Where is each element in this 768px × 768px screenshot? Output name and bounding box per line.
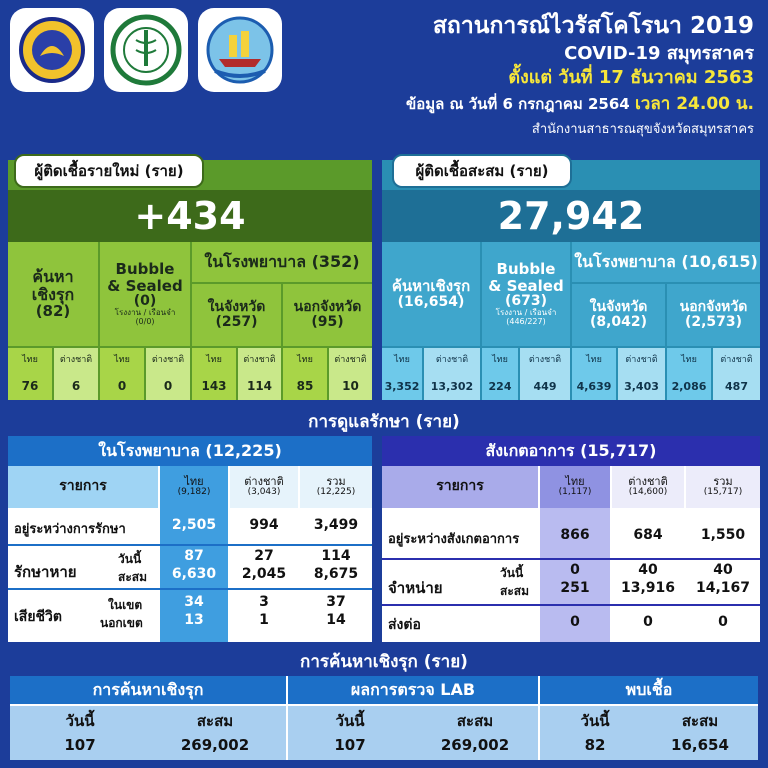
observation-col-foreign-h: ต่างชาติ	[628, 475, 668, 488]
new-v-2: 0	[100, 374, 144, 400]
hospital-died-in-thai: 34	[184, 594, 204, 611]
hospital-treating-thai: 2,505	[171, 517, 217, 534]
cum-h-2: ไทย	[482, 348, 518, 374]
search-group1-today: 107	[64, 735, 96, 754]
cum-bubble-sub2: (446/227)	[506, 317, 546, 327]
search-group3-today: 82	[584, 735, 606, 754]
hospital-col-total-s: (12,225)	[316, 487, 356, 498]
new-active-search-label1: ค้นหา	[32, 267, 74, 287]
new-out-province-label: นอกจังหวัด	[293, 298, 362, 315]
samut-sakhon-seal-logo	[198, 8, 282, 92]
cum-v-4: 4,639	[572, 374, 616, 400]
search-group2-today: 107	[334, 735, 366, 754]
cum-h-5: ต่างชาติ	[618, 348, 665, 374]
observation-col-item: รายการ	[382, 466, 538, 508]
hospital-died-label: เสียชีวิต	[14, 609, 62, 625]
page-title: สถานการณ์ไวรัสโคโรนา 2019	[432, 13, 754, 39]
new-h-6: ไทย	[283, 348, 327, 374]
new-cases-label: ผู้ติดเชื้อรายใหม่ (ราย)	[14, 154, 204, 188]
new-out-province-cell	[283, 284, 372, 346]
cum-v-7: 487	[713, 374, 760, 400]
observation-discharged-today-thai: 0	[570, 562, 580, 579]
observation-referred-total: 0	[718, 614, 728, 631]
cum-bubble-label1: Bubble	[496, 260, 556, 278]
new-in-province-cell	[192, 284, 281, 346]
cum-in-province-count: (8,042)	[589, 314, 648, 330]
cum-bubble-sub: โรงงาน / เรือนจำ	[495, 308, 557, 318]
new-bubble-label2: & Sealed	[107, 276, 183, 295]
hospital-col-total-h: รวม	[326, 475, 346, 488]
cum-active-search-label: ค้นหาเชิงรุก	[391, 277, 471, 296]
observation-discharged-cum-label: สะสม	[500, 584, 530, 598]
hospital-col-thai-s: (9,182)	[177, 487, 211, 498]
search-section-title: การค้นหาเชิงรุก (ราย)	[300, 652, 468, 672]
observation-col-foreign-s: (14,600)	[628, 487, 668, 498]
hospital-treating-label: อยู่ระหว่างการรักษา	[14, 522, 126, 537]
provincial-seal-icon	[18, 16, 86, 84]
cum-h-4: ไทย	[572, 348, 616, 374]
new-bubble-cell	[100, 242, 190, 346]
observation-referred-label: ส่งต่อ	[388, 617, 421, 633]
observation-referred-foreign: 0	[643, 614, 653, 631]
search-group2-today-label: วันนี้	[335, 711, 365, 730]
new-h-4: ไทย	[192, 348, 236, 374]
cum-active-search-count: (16,654)	[397, 293, 465, 310]
new-bubble-sub2: (0/0)	[135, 317, 155, 327]
hospital-col-foreign-s: (3,043)	[247, 487, 281, 498]
new-hospital-header	[192, 242, 372, 282]
search-group1-title: การค้นหาเชิงรุก	[10, 676, 286, 704]
search-group1-cum-label: สะสม	[196, 711, 234, 730]
cumulative-total: 27,942	[497, 194, 645, 238]
since-date: ตั้งแต่ วันที่ 17 ธันวาคม 2563	[508, 67, 754, 88]
cum-v-0: 3,352	[382, 374, 422, 400]
search-group2-cum-label: สะสม	[456, 711, 494, 730]
new-bubble-count: (0)	[133, 293, 157, 309]
observation-discharged-today-total: 40	[713, 562, 733, 579]
cum-in-province-cell	[572, 284, 665, 346]
new-in-province-count: (257)	[215, 314, 258, 330]
observation-col-total-h: รวม	[713, 475, 733, 488]
observation-discharged-today-label: วันนี้	[500, 566, 524, 580]
hospital-recovered-cum-thai: 6,630	[171, 566, 217, 583]
new-cases-total: +434	[134, 194, 246, 238]
search-group1-today-label: วันนี้	[65, 711, 95, 730]
cum-h-3: ต่างชาติ	[520, 348, 570, 374]
hospital-recovered-today-total: 114	[321, 548, 351, 565]
search-group3-cum: 16,654	[671, 735, 729, 754]
cumulative-label: ผู้ติดเชื้อสะสม (ราย)	[392, 154, 572, 188]
observation-table	[382, 436, 760, 642]
observation-discharged-today-foreign: 40	[638, 562, 658, 579]
search-group3-title: พบเชื้อ	[540, 676, 758, 704]
hospital-col-total	[300, 466, 372, 508]
new-out-province-count: (95)	[311, 314, 344, 330]
observation-referred-thai: 0	[570, 614, 580, 631]
new-v-7: 10	[329, 374, 372, 400]
cum-h-7: ต่างชาติ	[713, 348, 760, 374]
hospital-treating-total: 3,499	[313, 517, 359, 534]
observation-col-thai-s: (1,117)	[558, 487, 592, 498]
cum-out-province-count: (2,573)	[684, 314, 743, 330]
cum-h-6: ไทย	[667, 348, 711, 374]
new-v-1: 6	[54, 374, 98, 400]
provincial-seal-logo	[10, 8, 94, 92]
hospital-died-out-total: 14	[326, 612, 346, 629]
observation-col-total-s: (15,717)	[703, 487, 743, 498]
new-hospital-label: ในโรงพยาบาล (352)	[204, 252, 360, 272]
new-bubble-sub: โรงงาน / เรือนจำ	[114, 308, 176, 318]
cumulative-panel	[382, 160, 760, 400]
cum-hospital-label: ในโรงพยาบาล (10,615)	[574, 252, 758, 272]
hospital-col-foreign-h: ต่างชาติ	[244, 475, 284, 488]
observation-observing-thai: 866	[560, 527, 590, 544]
hospital-treating-foreign: 994	[249, 517, 279, 534]
cum-out-province-cell	[667, 284, 760, 346]
new-cases-panel	[8, 160, 372, 400]
new-active-search-count: (82)	[35, 302, 71, 321]
hospital-col-thai-h: ไทย	[184, 475, 204, 488]
new-v-5: 114	[238, 374, 281, 400]
observation-col-total	[686, 466, 760, 508]
report-time: เวลา 24.00 น.	[634, 94, 754, 114]
hospital-died-in-total: 37	[326, 594, 346, 611]
hospital-died-out-thai: 13	[184, 612, 204, 629]
search-group3-cum-label: สะสม	[681, 711, 719, 730]
new-h-5: ต่างชาติ	[238, 348, 281, 374]
hospital-died-out-foreign: 1	[259, 612, 269, 629]
hospital-col-item: รายการ	[8, 466, 158, 508]
hospital-died-in-label: ในเขต	[108, 598, 143, 612]
new-h-3: ต่างชาติ	[146, 348, 190, 374]
hospital-recovered-cum-label: สะสม	[118, 570, 148, 584]
new-h-7: ต่างชาติ	[329, 348, 372, 374]
cum-h-1: ต่างชาติ	[424, 348, 480, 374]
cum-v-2: 224	[482, 374, 518, 400]
data-as-of: ข้อมูล ณ วันที่ 6 กรกฎาคม 2564	[405, 95, 630, 113]
search-group2-cum: 269,002	[440, 735, 510, 754]
new-v-6: 85	[283, 374, 327, 400]
hospital-recovered-today-thai: 87	[184, 548, 204, 565]
observation-col-thai	[540, 466, 610, 508]
new-h-2: ไทย	[100, 348, 144, 374]
hospital-recovered-today-label: วันนี้	[118, 552, 142, 566]
new-active-search-cell	[8, 242, 98, 346]
cum-bubble-count: (673)	[504, 293, 548, 309]
office-name: สำนักงานสาธารณสุขจังหวัดสมุทรสาคร	[531, 122, 754, 137]
samut-sakhon-seal-icon	[205, 15, 275, 85]
care-section-title: การดูแลรักษา (ราย)	[308, 412, 460, 432]
hospital-table-title: ในโรงพยาบาล (12,225)	[8, 436, 372, 466]
observation-discharged-cum-foreign: 13,916	[620, 580, 676, 597]
cum-h-0: ไทย	[382, 348, 422, 374]
cum-hospital-header	[572, 242, 760, 282]
cum-out-province-label: นอกจังหวัด	[679, 298, 748, 315]
search-group3-today-label: วันนี้	[580, 711, 610, 730]
cumulative-values	[382, 348, 760, 400]
observation-observing-foreign: 684	[633, 527, 663, 544]
new-h-1: ต่างชาติ	[54, 348, 98, 374]
observation-col-thai-h: ไทย	[565, 475, 585, 488]
new-v-4: 143	[192, 374, 236, 400]
ministry-logo	[104, 8, 188, 92]
cum-v-5: 3,403	[618, 374, 665, 400]
cum-bubble-label2: & Sealed	[488, 276, 564, 295]
hospital-recovered-cum-foreign: 2,045	[241, 566, 287, 583]
hospital-recovered-today-foreign: 27	[254, 548, 274, 565]
observation-observing-label: อยู่ระหว่างสังเกตอาการ	[388, 532, 520, 547]
hospital-died-out-label: นอกเขต	[100, 616, 143, 630]
new-cases-values	[8, 348, 372, 400]
search-panel	[10, 676, 758, 760]
new-in-province-label: ในจังหวัด	[207, 298, 266, 315]
search-group2-title: ผลการตรวจ LAB	[288, 676, 538, 704]
cum-v-1: 13,302	[424, 374, 480, 400]
hospital-recovered-label: รักษาหาย	[14, 563, 77, 581]
cum-v-6: 2,086	[667, 374, 711, 400]
new-bubble-label1: Bubble	[115, 260, 175, 278]
cum-in-province-label: ในจังหวัด	[589, 298, 648, 315]
observation-col-foreign	[612, 466, 684, 508]
observation-table-title: สังเกตอาการ (15,717)	[382, 436, 760, 466]
hospital-col-foreign	[230, 466, 298, 508]
page-subtitle: COVID-19 สมุทรสาคร	[564, 43, 754, 64]
observation-discharged-cum-total: 14,167	[695, 580, 751, 597]
observation-observing-total: 1,550	[700, 527, 746, 544]
new-active-search-label2: เชิงรุก	[31, 284, 75, 304]
ministry-of-public-health-logo	[110, 14, 182, 86]
new-v-0: 76	[8, 374, 52, 400]
hospital-died-in-foreign: 3	[259, 594, 269, 611]
new-v-3: 0	[146, 374, 190, 400]
cum-bubble-cell	[482, 242, 570, 346]
observation-discharged-label: จำหน่าย	[388, 579, 443, 597]
hospital-table	[8, 436, 372, 642]
hospital-recovered-cum-total: 8,675	[313, 566, 359, 583]
hospital-col-thai	[160, 466, 228, 508]
new-h-0: ไทย	[8, 348, 52, 374]
cum-active-search-cell	[382, 242, 480, 346]
observation-discharged-cum-thai: 251	[560, 580, 590, 597]
cum-v-3: 449	[520, 374, 570, 400]
as-of-line	[406, 90, 754, 117]
search-group1-cum: 269,002	[180, 735, 250, 754]
